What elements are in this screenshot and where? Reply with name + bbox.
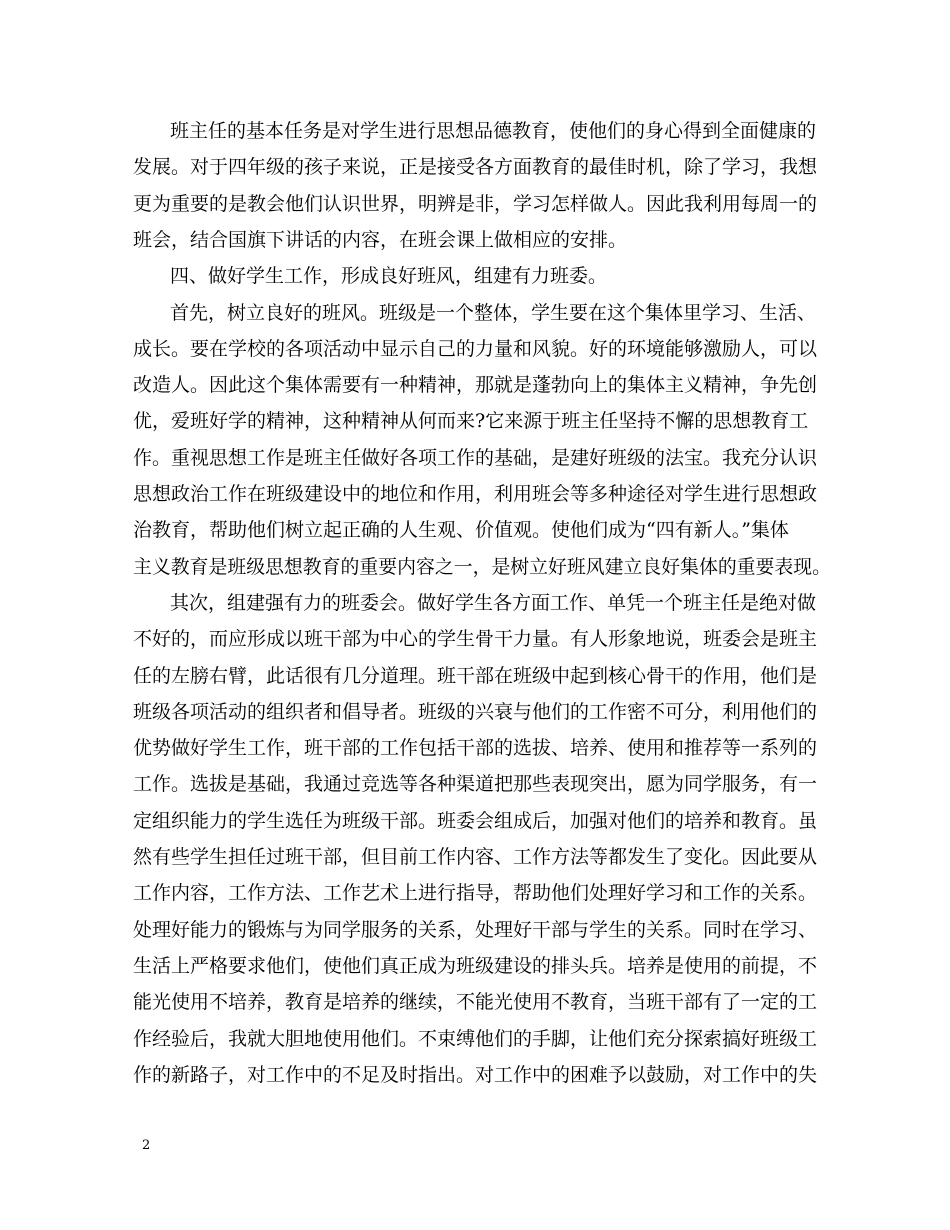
- text-line: 四、做好学生工作，形成良好班风，组建有力班委。: [170, 265, 608, 288]
- text-line: 不好的，而应形成以班干部为中心的学生骨干力量。有人形象地说，班委会是班主: [133, 628, 818, 651]
- text-line: 作经验后，我就大胆地使用他们。不束缚他们的手脚，让他们充分探索搞好班级工: [133, 1027, 818, 1050]
- text-line: 作的新路子，对工作中的不足及时指出。对工作中的困难予以鼓励，对工作中的失: [133, 1063, 818, 1086]
- text-line: 优势做好学生工作，班干部的工作包括干部的选拔、培养、使用和推荐等一系列的: [133, 737, 818, 760]
- text-line: 成长。要在学校的各项活动中显示自己的力量和风貌。好的环境能够激励人，可以: [133, 337, 818, 360]
- text-line: 工作内容，工作方法、工作艺术上进行指导，帮助他们处理好学习和工作的关系。: [133, 882, 818, 905]
- text-line: 生活上严格要求他们，使他们真正成为班级建设的排头兵。培养是使用的前提，不: [133, 954, 818, 977]
- text-line: 其次，组建强有力的班委会。做好学生各方面工作、单凭一个班主任是绝对做: [170, 591, 817, 614]
- text-line: 工作。选拔是基础，我通过竞选等各种渠道把那些表现突出，愿为同学服务，有一: [133, 773, 818, 796]
- page-number: 2: [142, 1138, 151, 1153]
- text-line: 然有些学生担任过班干部，但目前工作内容、工作方法等都发生了变化。因此要从: [133, 846, 818, 868]
- text-line: 处理好能力的锻炼与为同学服务的关系，处理好干部与学生的关系。同时在学习、: [133, 918, 818, 941]
- text-line: 优，爱班好学的精神，这种精神从何而来?它来源于班主任坚持不懈的思想教育工: [133, 410, 809, 433]
- text-line: 班主任的基本任务是对学生进行思想品德教育，使他们的身心得到全面健康的: [170, 120, 817, 142]
- text-line: 定组织能力的学生选任为班级干部。班委会组成后，加强对他们的培养和教育。虽: [133, 809, 818, 832]
- text-line: 作。重视思想工作是班主任做好各项工作的基础，是建好班级的法宝。我充分认识: [133, 446, 818, 469]
- text-line: 发展。对于四年级的孩子来说，正是接受各方面教育的最佳时机，除了学习，我想: [133, 156, 818, 179]
- text-line: 治教育，帮助他们树立起正确的人生观、价值观。使他们成为“四有新人。”集体: [133, 519, 789, 542]
- text-line: 班级各项活动的组织者和倡导者。班级的兴衰与他们的工作密不可分，利用他们的: [133, 700, 818, 723]
- text-line: 主义教育是班级思想教育的重要内容之一，是树立好班风建立良好集体的重要表现。: [133, 555, 832, 578]
- text-line: 班会，结合国旗下讲话的内容，在班会课上做相应的安排。: [133, 228, 628, 251]
- text-line: 能光使用不培养，教育是培养的继续，不能光使用不教育，当班干部有了一定的工: [133, 991, 818, 1014]
- text-line: 思想政治工作在班级建设中的地位和作用，利用班会等多种途径对学生进行思想政: [133, 483, 818, 505]
- text-line: 首先，树立良好的班风。班级是一个整体，学生要在这个集体里学习、生活、: [170, 301, 817, 324]
- text-line: 更为重要的是教会他们认识世界，明辨是非，学习怎样做人。因此我利用每周一的: [133, 192, 818, 215]
- text-line: 改造人。因此这个集体需要有一种精神，那就是蓬勃向上的集体主义精神，争先创: [133, 374, 818, 397]
- text-line: 任的左膀右臂，此话很有几分道理。班干部在班级中起到核心骨干的作用，他们是: [133, 664, 818, 687]
